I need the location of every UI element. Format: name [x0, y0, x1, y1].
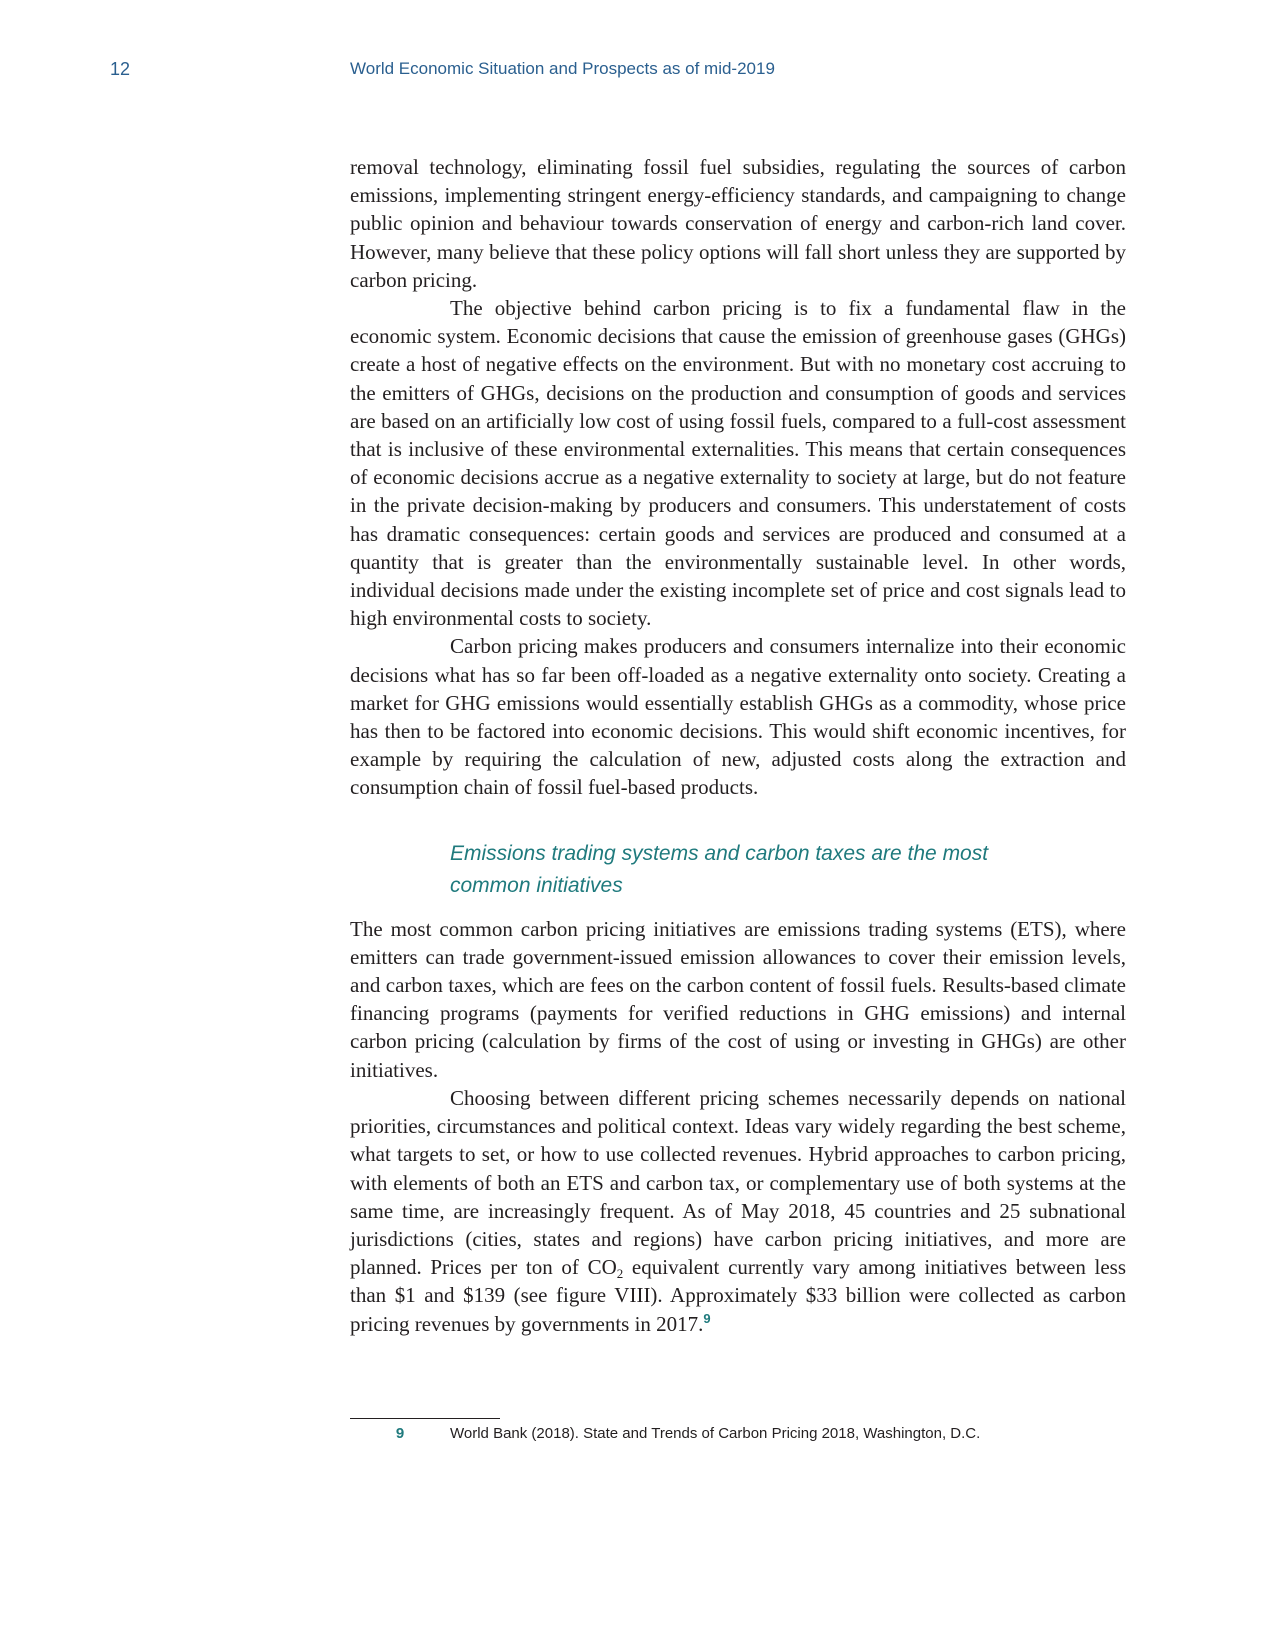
footnote-divider [350, 1418, 500, 1419]
paragraph-4: The most common carbon pricing initiatives are emissions trading systems (ETS), where emitters can trade government-issued emission allowances to cover their emission levels, and carbon taxes, which are fees on the carbon content of fossil fuels. Results-based climate financing programs (payments for verified reductions in GHG emissions) and internal carbon pricing (calculation by firms of the cost of using or investing in GHGs) are other initiatives. [350, 916, 1126, 1082]
footnote-number: 9 [395, 1425, 405, 1442]
co2-subscript: 2 [616, 1266, 624, 1282]
paragraph-1: removal technology, eliminating fossil fuel subsidies, regulating the sources of carbon emissions, implementing stringent energy-efficiency standards, and campaigning to change public opinion and behaviour towards conservation of energy and carbon-rich land cover. However, many believe that these policy options will fall short unless they are supported by carbon pricing. [350, 155, 1126, 292]
page-number: 12 [110, 59, 131, 79]
footnote-9 [350, 1425, 1126, 1442]
section-subheading: Emissions trading systems and carbon taxes are the most common initiatives [450, 841, 989, 897]
running-head: World Economic Situation and Prospects as of mid-2019 [350, 59, 775, 78]
paragraph-5-text-a: Choosing between different pricing schemes necessarily depends on national priorities, circumstances and political context. Ideas vary widely regarding the best scheme, what targets to set, or how to use collected revenues. Hybrid approaches to carbon pricing, with elements of both an ETS and carbon tax, or complementary use of both systems at the same time, are increasingly frequent. As of May 2018, 45 countries and 25 subnational jurisdictions (cities, states and regions) have carbon pricing initiatives, and more are planned. Prices per ton of CO [350, 1085, 1126, 1280]
main-body [350, 153, 1126, 1338]
footnote-reference[interactable]: 9 [703, 1310, 711, 1326]
paragraph-5 [350, 1084, 1126, 1338]
paragraph-3: Carbon pricing makes producers and consumers internalize into their economic decisions what has so far been off-loaded as a negative externality onto society. Creating a market for GHG emissions would essentially establish GHGs as a commodity, whose price has then to be factored into economic decisions. This would shift economic incentives, for example by requiring the calculation of new, adjusted costs along the extraction and consumption chain of fossil fuel-based products. [350, 634, 1126, 800]
paragraph-5-text-b: equivalent currently vary among initiatives between less than $1 and $139 (see figure VIII). Approximately $33 billion were collected as carbon pricing revenues by governments in 2017. [350, 1255, 1126, 1336]
footnote-text: World Bank (2018). State and Trends of Carbon Pricing 2018, Washington, D.C. [450, 1425, 981, 1442]
paragraph-2: The objective behind carbon pricing is to fix a fundamental flaw in the economic system. Economic decisions that cause the emission of greenhouse gases (GHGs) create a host of negative effects on the environment. But with no monetary cost accruing to the emitters of GHGs, decisions on the production and consumption of goods and services are based on an artificially low cost of using fossil fuels, compared to a full-cost assessment that is inclusive of these environmental externalities. This means that certain consequences of economic decisions accrue as a negative externality to society at large, but do not feature in the private decision-making by producers and consumers. This understatement of costs has dramatic consequences: certain goods and services are produced and consumed at a quantity that is greater than the environmentally sustainable level. In other words, individual decisions made under the existing incomplete set of price and cost signals lead to high environmental costs to society. [350, 296, 1126, 631]
